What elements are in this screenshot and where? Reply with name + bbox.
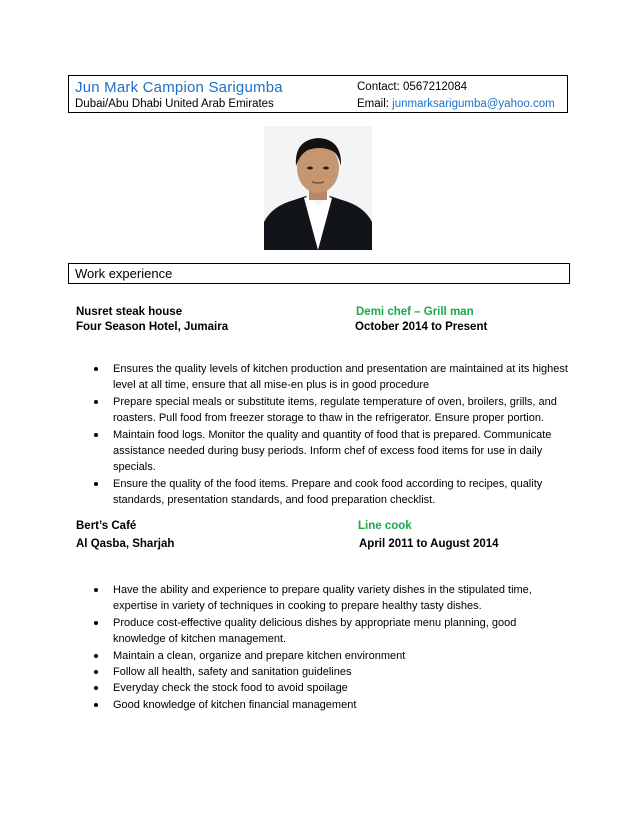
email-label: Email: xyxy=(357,98,389,110)
job-2-duties xyxy=(92,582,572,713)
profile-photo xyxy=(264,126,372,250)
job-2-role: Line cook xyxy=(358,520,412,532)
section-header-box xyxy=(68,263,570,284)
job-1-employer: Nusret steak house xyxy=(76,306,183,318)
job-2-employer: Bert’s Café xyxy=(76,520,137,532)
list-item: Maintain a clean, organize and prepare kitchen environment xyxy=(92,648,572,664)
candidate-name: Jun Mark Campion Sarigumba xyxy=(75,79,283,96)
job-2-location: Al Qasba, Sharjah xyxy=(76,538,175,550)
job-1-role: Demi chef – Grill man xyxy=(356,306,474,318)
header-box xyxy=(68,75,568,113)
job-1-duties xyxy=(92,361,572,509)
list-item: Produce cost-effective quality delicious dishes by appropriate menu planning, good knowledge of kitchen management. xyxy=(92,615,572,648)
job-1-location: Four Season Hotel, Jumaira xyxy=(76,321,229,333)
list-item: Good knowledge of kitchen financial management xyxy=(92,697,572,713)
list-item: Prepare special meals or substitute items, regulate temperature of oven, broilers, grills, and roasters. Pull food from freezer storage to thaw in the refrigerator. Ensure proper portion. xyxy=(92,394,572,427)
list-item: Have the ability and experience to prepare quality variety dishes in the stipulated time, expertise in variety of techniques in cooking to prepare healthy tasty dishes. xyxy=(92,582,572,615)
list-item: Maintain food logs. Monitor the quality and quantity of food that is prepared. Communicate assistance needed during busy periods. Inform chef of excess food items for use in daily specials. xyxy=(92,427,572,476)
email-line xyxy=(357,98,555,110)
section-title: Work experience xyxy=(75,266,173,281)
contact-number: 0567212084 xyxy=(403,81,467,93)
job-1-period: October 2014 to Present xyxy=(355,321,488,333)
contact-line xyxy=(357,81,467,93)
contact-label: Contact: xyxy=(357,81,400,93)
job-2-period: April 2011 to August 2014 xyxy=(359,538,499,550)
list-item: Ensures the quality levels of kitchen production and presentation are maintained at its highest level at all time, ensure that all mise-en plus is in good procedure xyxy=(92,361,572,394)
list-item: Follow all health, safety and sanitation guidelines xyxy=(92,664,572,680)
list-item: Everyday check the stock food to avoid spoilage xyxy=(92,680,572,696)
list-item: Ensure the quality of the food items. Prepare and cook food according to recipes, quality standards, presentation standards, and food preparation checklist. xyxy=(92,476,572,509)
candidate-location: Dubai/Abu Dhabi United Arab Emirates xyxy=(75,98,274,110)
email-link[interactable]: junmarksarigumba@yahoo.com xyxy=(392,98,555,110)
